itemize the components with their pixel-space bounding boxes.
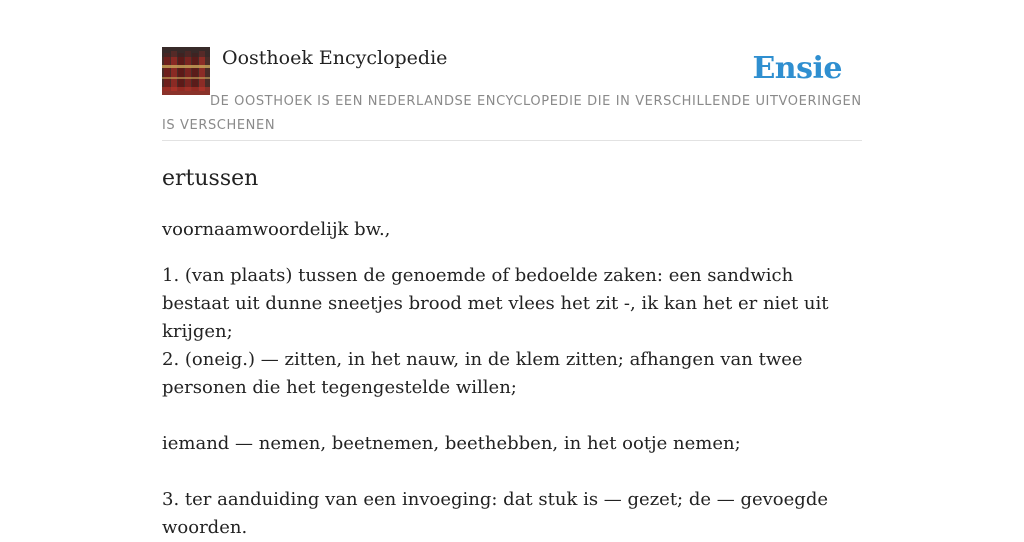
brand-logo[interactable]: Ensie [752,51,842,86]
definition-spacer [162,402,862,430]
source-title[interactable]: Oosthoek Encyclopedie [222,47,448,69]
entry-word: ertussen [162,166,259,191]
part-of-speech: voornaamwoordelijk bw., [162,219,391,240]
source-header [162,46,862,141]
definition-spacer [162,458,862,486]
entry-content [162,162,862,542]
definition-line: 2. (oneig.) — zitten, in het nauw, in de klem zitten; afhangen van twee personen die het tegengestelde willen; [162,349,803,398]
definition-text [162,262,862,542]
source-description: DE OOSTHOEK IS EEN NEDERLANDSE ENCYCLOPEDIE DIE IN VERSCHILLENDE UITVOERINGEN IS VERSCHENEN [162,94,862,133]
definition-line: 1. (van plaats) tussen de genoemde of bedoelde zaken: een sandwich bestaat uit dunne sneetjes brood met vlees het zit -, ik kan het er niet uit krijgen; [162,265,829,342]
encyclopedia-books-icon[interactable] [162,47,210,95]
definition-line: iemand — nemen, beetnemen, beethebben, in het ootje nemen; [162,433,741,454]
definition-line: 3. ter aanduiding van een invoeging: dat stuk is — gezet; de — gevoegde woorden. [162,489,828,538]
